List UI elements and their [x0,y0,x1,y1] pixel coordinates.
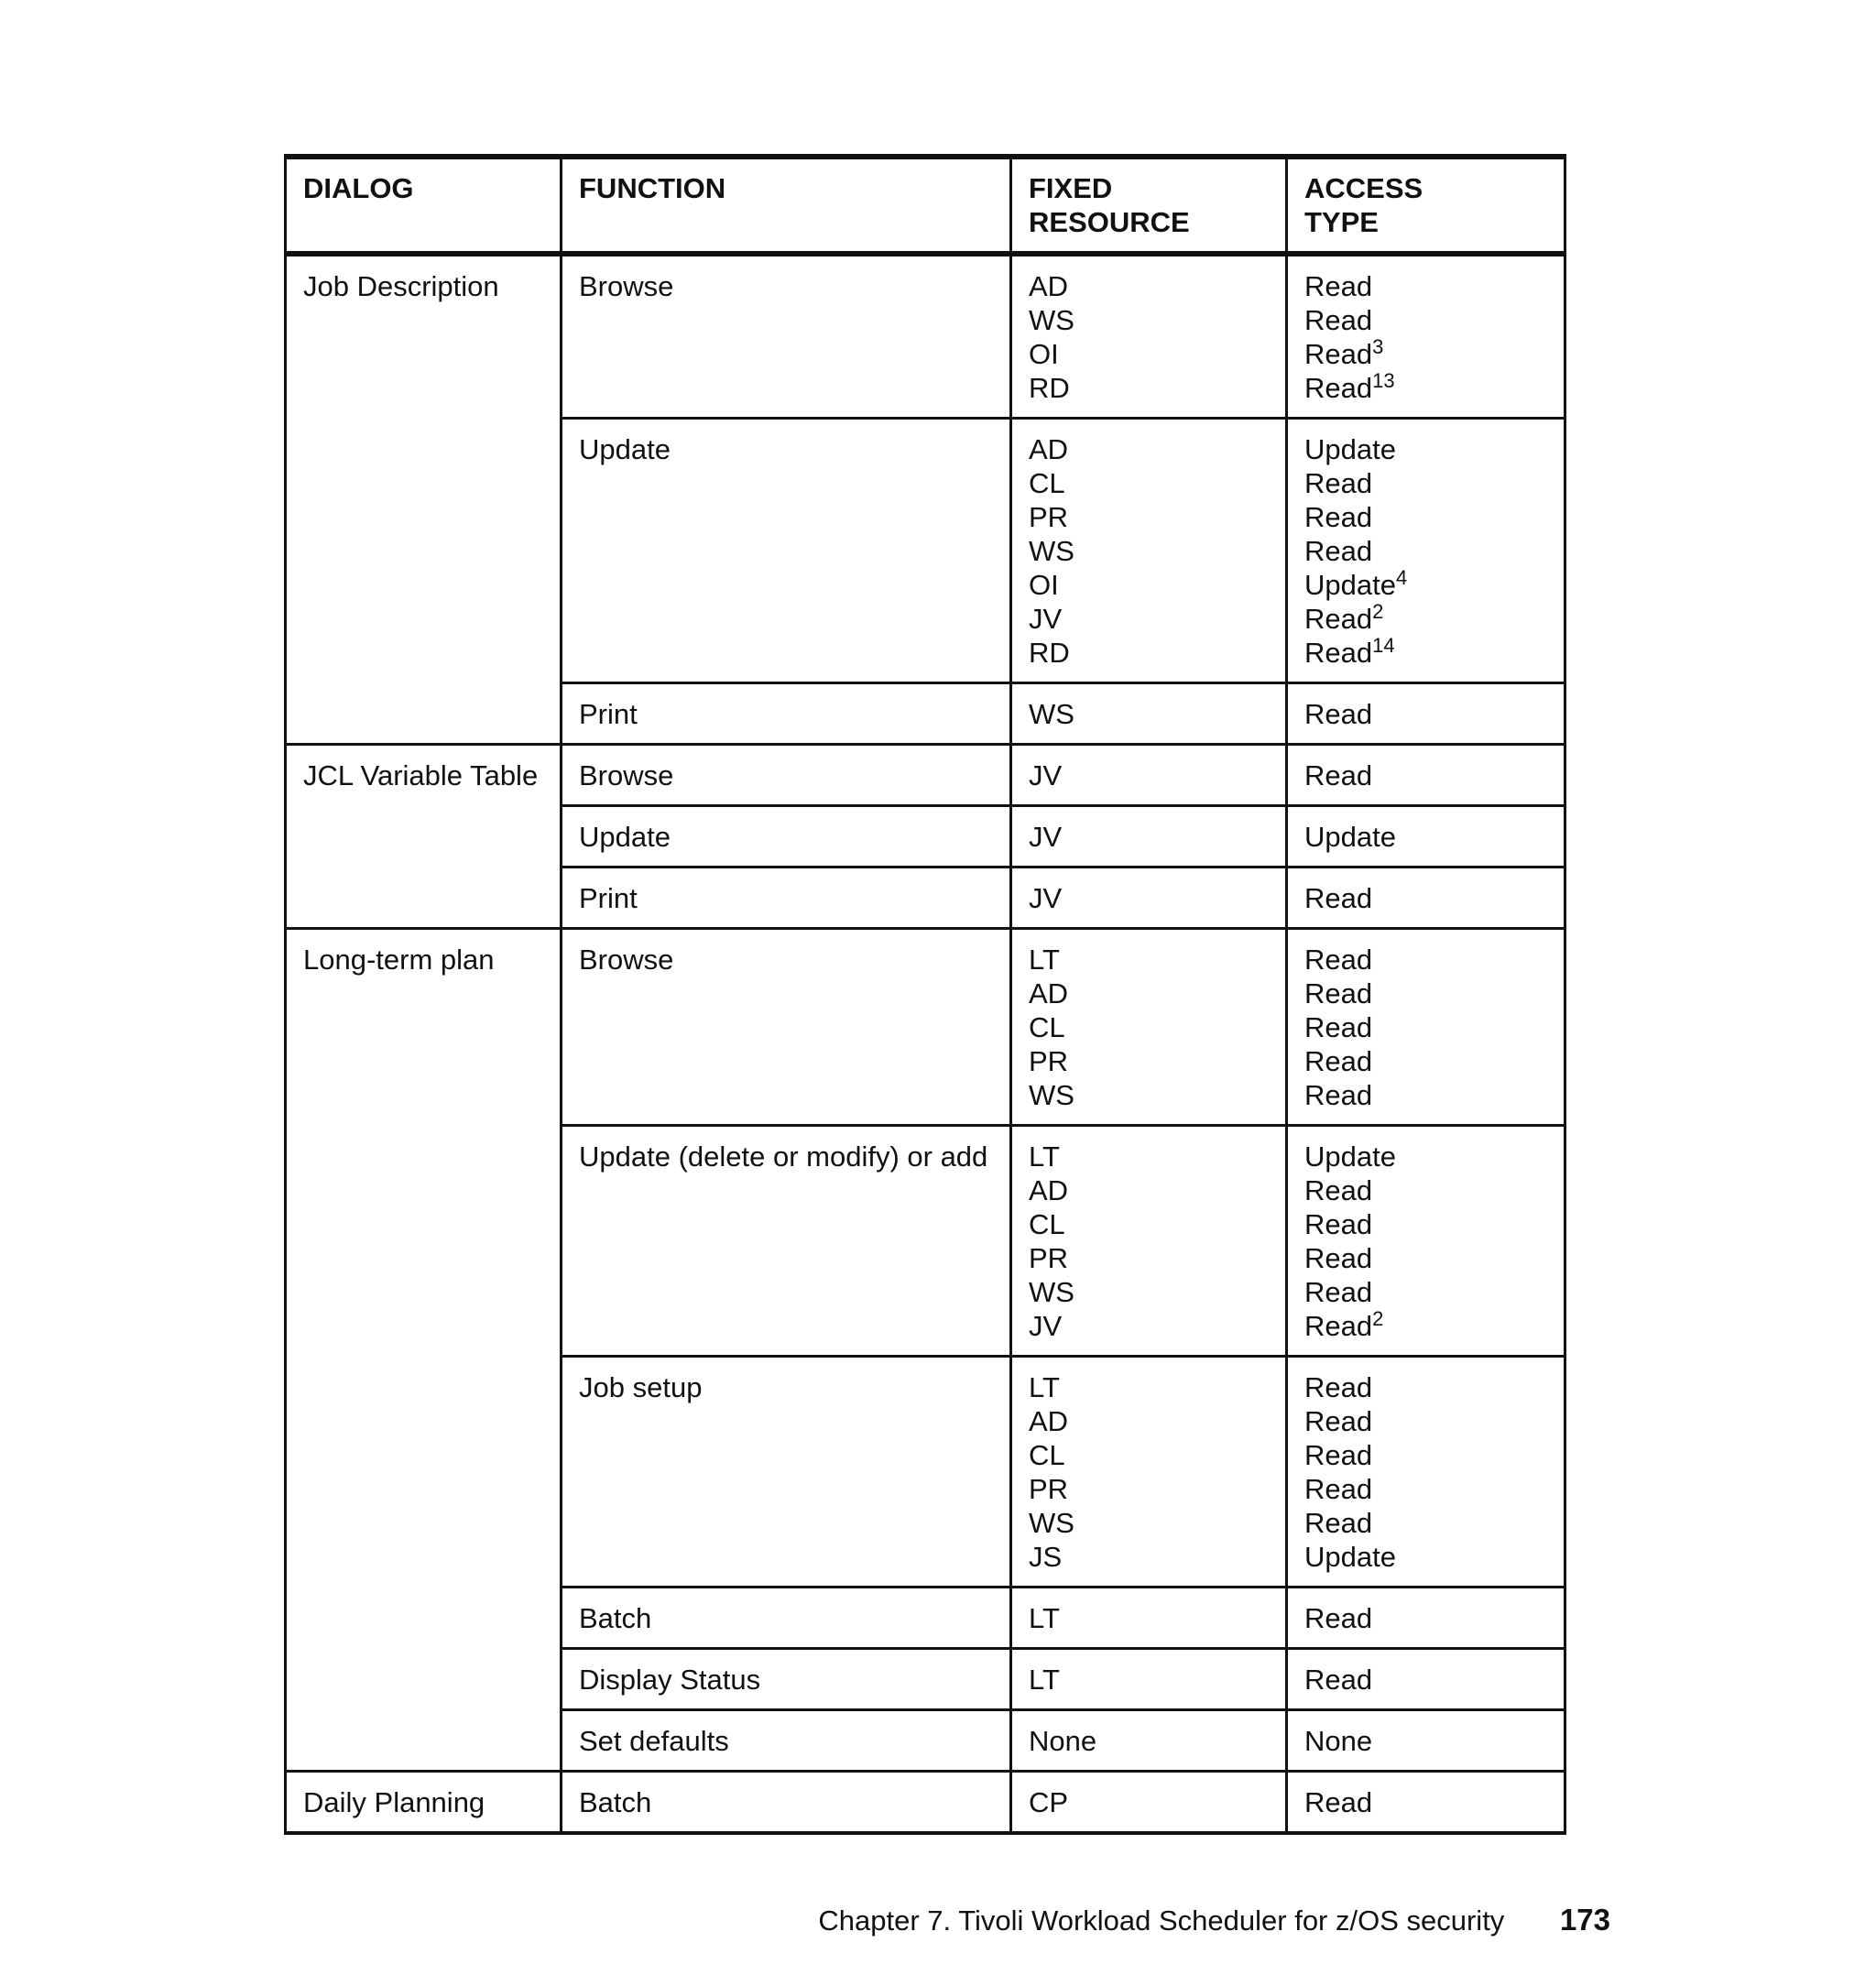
access-type-entry [1304,432,1547,466]
access-type-value: Read [1304,1507,1373,1539]
access-type-cell [1287,1126,1565,1357]
fixed-resource-cell [1011,683,1287,745]
access-type-entry [1304,303,1547,337]
table-body [286,254,1565,1833]
access-type-cell [1287,1588,1565,1649]
access-type-value: Read [1304,637,1373,669]
access-type-cell [1287,929,1565,1126]
access-type-value: Read [1304,270,1373,302]
resource-code: WS [1029,304,1074,336]
access-type-entry [1304,636,1547,670]
access-type-entry [1304,1044,1547,1078]
access-type-cell [1287,419,1565,683]
access-type-entry [1304,977,1547,1010]
footer-chapter-title: Chapter 7. Tivoli Workload Scheduler for z/OS security [818,1904,1505,1937]
access-type-cell [1287,1357,1565,1588]
access-type-value: Read [1304,501,1373,533]
footnote-marker: 2 [1372,600,1384,623]
access-type-value: Read [1304,1439,1373,1471]
dialog-cell: JCL Variable Table [286,745,562,929]
function-cell: Browse [562,745,1011,806]
resource-code: None [1029,1725,1097,1757]
access-type-value: Read [1304,1276,1373,1308]
access-type-entry [1304,1140,1547,1173]
fixed-resource-cell [1011,419,1287,683]
resource-code: AD [1029,977,1069,1009]
access-type-cell [1287,254,1565,419]
access-type-entry [1304,1404,1547,1438]
access-type-entry [1304,1785,1547,1819]
access-type-value: Read [1304,698,1373,730]
access-type-cell [1287,868,1565,929]
resource-code: AD [1029,270,1069,302]
access-type-entry [1304,568,1547,602]
function-cell: Job setup [562,1357,1011,1588]
access-type-entry [1304,1724,1547,1758]
access-type-value: Read [1304,1786,1373,1818]
access-type-value: Update [1304,1541,1396,1573]
dialog-cell: Long-term plan [286,929,562,1772]
resource-code: WS [1029,1276,1074,1308]
fixed-resource-cell [1011,1772,1287,1834]
fixed-resource-cell [1011,929,1287,1126]
access-type-entry [1304,881,1547,915]
resource-code: LT [1029,944,1060,976]
access-type-entry [1304,1309,1547,1343]
resource-code: JV [1029,1310,1063,1342]
resource-code: LT [1029,1602,1060,1634]
page-number: 173 [1559,1903,1610,1937]
fixed-resource-cell [1011,1649,1287,1710]
table-row [286,1772,1565,1834]
access-type-value: Update [1304,821,1396,853]
access-type-cell [1287,745,1565,806]
access-type-value: Update [1304,1140,1396,1173]
resource-code: AD [1029,433,1069,465]
access-type-value: Read [1304,977,1373,1009]
resource-code: JS [1029,1541,1063,1573]
access-type-value: Read [1304,1405,1373,1437]
access-type-entry [1304,269,1547,303]
access-type-entry [1304,371,1547,405]
access-type-value: Read [1304,603,1373,635]
resource-code: CP [1029,1786,1069,1818]
resource-code: CL [1029,1208,1065,1240]
access-type-entry [1304,820,1547,854]
fixed-resource-cell [1011,806,1287,868]
access-type-entry [1304,1540,1547,1574]
resource-code: WS [1029,535,1074,567]
resource-code: OI [1029,569,1059,601]
access-type-entry [1304,534,1547,568]
access-type-value: Read [1304,1310,1373,1342]
fixed-resource-cell [1011,745,1287,806]
access-type-entry [1304,1010,1547,1044]
access-type-cell [1287,1649,1565,1710]
resource-code: LT [1029,1664,1060,1696]
access-type-entry [1304,1370,1547,1404]
access-type-cell [1287,1772,1565,1834]
access-type-entry [1304,1173,1547,1207]
resource-code: WS [1029,1507,1074,1539]
header-access-type: ACCESS TYPE [1287,157,1565,254]
function-cell: Set defaults [562,1710,1011,1772]
function-cell: Print [562,868,1011,929]
page-footer [818,1902,1610,1939]
resource-code: AD [1029,1405,1069,1437]
resource-code: RD [1029,372,1070,404]
resource-code: PR [1029,1242,1069,1274]
access-type-entry [1304,602,1547,636]
function-cell: Display Status [562,1649,1011,1710]
access-type-entry [1304,466,1547,500]
table-row [286,254,1565,419]
access-type-entry [1304,1506,1547,1540]
access-type-value: Read [1304,1242,1373,1274]
access-type-entry [1304,758,1547,792]
fixed-resource-cell [1011,1588,1287,1649]
fixed-resource-cell [1011,1357,1287,1588]
function-cell: Update (delete or modify) or add [562,1126,1011,1357]
resource-code: CL [1029,1439,1065,1471]
fixed-resource-cell [1011,1710,1287,1772]
access-type-value: Read [1304,1664,1373,1696]
access-type-value: Read [1304,1602,1373,1634]
resource-code: AD [1029,1174,1069,1206]
access-type-value: Read [1304,1079,1373,1111]
resource-access-table [284,154,1566,1835]
access-type-value: Read [1304,1011,1373,1043]
footnote-marker: 3 [1372,335,1384,358]
access-type-entry [1304,1601,1547,1635]
access-type-cell [1287,806,1565,868]
footnote-marker: 14 [1372,634,1395,657]
access-type-value: Read [1304,304,1373,336]
header-dialog: DIALOG [286,157,562,254]
access-type-entry [1304,500,1547,534]
access-type-cell [1287,1710,1565,1772]
access-type-value: Read [1304,759,1373,791]
header-row [286,157,1565,254]
table-row [286,745,1565,806]
function-cell: Browse [562,929,1011,1126]
resource-code: JV [1029,821,1063,853]
access-type-value: Read [1304,338,1373,370]
access-type-entry [1304,1241,1547,1275]
function-cell: Batch [562,1588,1011,1649]
resource-code: CL [1029,467,1065,499]
access-type-value: Read [1304,1208,1373,1240]
resource-code: PR [1029,501,1069,533]
function-cell: Update [562,419,1011,683]
dialog-cell: Job Description [286,254,562,745]
resource-code: PR [1029,1045,1069,1077]
access-type-value: Read [1304,944,1373,976]
access-type-value: Read [1304,1174,1373,1206]
table-row [286,929,1565,1126]
access-type-value: Read [1304,882,1373,914]
resource-code: PR [1029,1473,1069,1505]
footnote-marker: 2 [1372,1307,1384,1330]
fixed-resource-cell [1011,254,1287,419]
resource-code: JV [1029,759,1063,791]
fixed-resource-cell [1011,1126,1287,1357]
resource-code: OI [1029,338,1059,370]
resource-code: LT [1029,1371,1060,1403]
access-type-value: Update [1304,433,1396,465]
resource-code: LT [1029,1140,1060,1173]
access-type-value: Read [1304,1473,1373,1505]
access-type-value: Read [1304,1371,1373,1403]
access-type-entry [1304,1438,1547,1472]
access-type-value: Update [1304,569,1396,601]
resource-code: JV [1029,882,1063,914]
resource-code: CL [1029,1011,1065,1043]
header-function: FUNCTION [562,157,1011,254]
access-type-cell [1287,683,1565,745]
resource-code: RD [1029,637,1070,669]
function-cell: Batch [562,1772,1011,1834]
function-cell: Update [562,806,1011,868]
footnote-marker: 13 [1372,369,1395,392]
footnote-marker: 4 [1395,566,1408,589]
access-type-entry [1304,1078,1547,1112]
function-cell: Browse [562,254,1011,419]
access-type-entry [1304,697,1547,731]
access-type-entry [1304,337,1547,371]
access-type-entry [1304,943,1547,977]
header-fixed-resource: FIXED RESOURCE [1011,157,1287,254]
function-cell: Print [562,683,1011,745]
access-type-entry [1304,1207,1547,1241]
access-type-value: Read [1304,535,1373,567]
access-type-value: None [1304,1725,1373,1757]
resource-code: WS [1029,698,1074,730]
access-type-entry [1304,1275,1547,1309]
table-header [286,157,1565,254]
access-type-entry [1304,1663,1547,1697]
fixed-resource-cell [1011,868,1287,929]
access-type-value: Read [1304,1045,1373,1077]
access-type-value: Read [1304,372,1373,404]
resource-code: WS [1029,1079,1074,1111]
resource-code: JV [1029,603,1063,635]
dialog-cell: Daily Planning [286,1772,562,1834]
access-type-value: Read [1304,467,1373,499]
access-type-entry [1304,1472,1547,1506]
